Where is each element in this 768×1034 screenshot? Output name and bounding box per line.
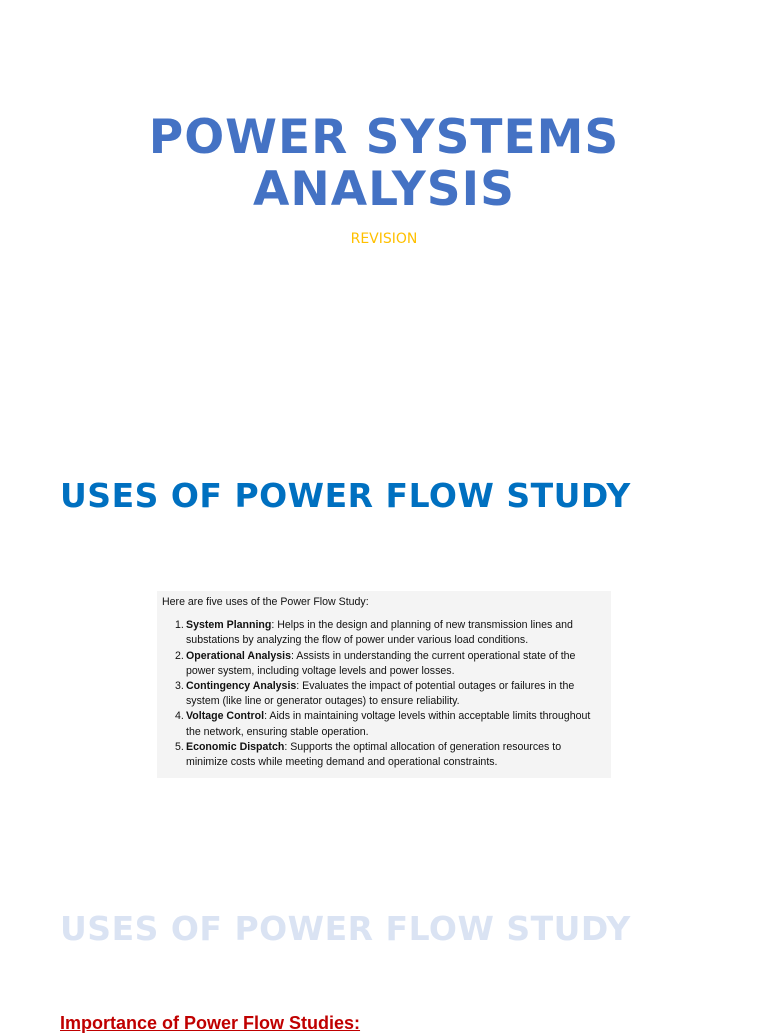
section-heading-uses-faded: USES OF POWER FLOW STUDY xyxy=(60,909,631,948)
list-item-term: Voltage Control xyxy=(186,710,265,723)
list-item xyxy=(162,709,605,739)
list-item-term: Economic Dispatch xyxy=(186,740,285,753)
page-title xyxy=(0,112,768,216)
list-item-number: 5. xyxy=(175,740,184,753)
list-item xyxy=(162,679,605,709)
list-item-number: 1. xyxy=(175,619,184,632)
section-heading-uses: USES OF POWER FLOW STUDY xyxy=(60,476,631,515)
uses-list xyxy=(162,618,605,770)
page-subtitle: REVISION xyxy=(350,231,418,247)
list-item-text: : Helps in the design and planning of new transmission lines and substations by analyzing the flow of power under various load conditions. xyxy=(186,619,573,647)
list-item-text: : Supports the optimal allocation of generation resources to minimize costs while meeting demand and operational constraints. xyxy=(186,740,562,769)
list-item-term: Operational Analysis xyxy=(186,649,291,662)
uses-intro-text: Here are five uses of the Power Flow Study: xyxy=(162,596,369,608)
list-item-term: System Planning xyxy=(186,619,272,632)
list-item-term: Contingency Analysis xyxy=(186,680,297,693)
list-item-text: : Assists in understanding the current operational state of the power system, including voltage levels and power losses. xyxy=(186,649,576,677)
list-item-text: : Aids in maintaining voltage levels within acceptable limits throughout the network, ensuring stable operation. xyxy=(186,710,591,738)
importance-heading: Importance of Power Flow Studies: xyxy=(60,1013,361,1033)
list-item xyxy=(162,618,605,648)
title-line-1: POWER SYSTEMS xyxy=(148,110,620,165)
list-item-number: 4. xyxy=(175,710,184,723)
list-item xyxy=(162,649,605,679)
uses-excerpt-box xyxy=(157,591,611,778)
title-line-2: ANALYSIS xyxy=(253,162,515,217)
list-item-number: 3. xyxy=(175,680,184,693)
list-item xyxy=(162,740,605,770)
list-item-number: 2. xyxy=(175,649,184,662)
list-item-text: : Evaluates the impact of potential outages or failures in the system (like line or generator outages) to ensure reliability. xyxy=(186,680,575,708)
